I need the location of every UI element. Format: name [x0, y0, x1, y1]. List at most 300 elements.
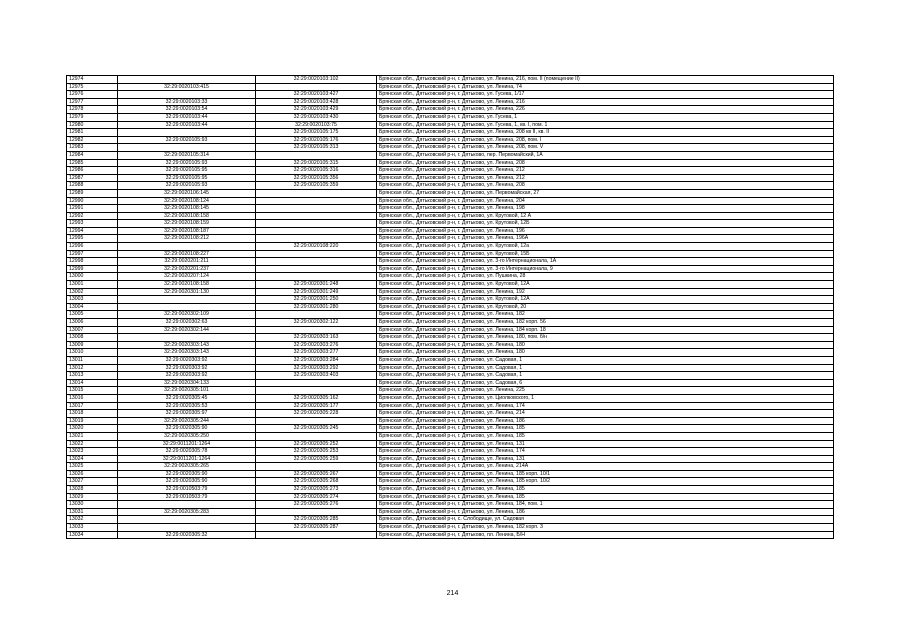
cadastral-number-cell: 32:29:0010503:79: [118, 493, 256, 501]
linked-cadastral-number-cell: [256, 227, 377, 235]
cadastral-number-cell: 32:29:0020105:93: [118, 136, 256, 144]
linked-cadastral-number-cell: 32:29:0020108:220: [256, 243, 377, 251]
linked-cadastral-number-cell: [256, 235, 377, 243]
linked-cadastral-number-cell: [256, 463, 377, 471]
linked-cadastral-number-cell: [256, 250, 377, 258]
cadastral-number-cell: 32:29:0020108:212: [118, 235, 256, 243]
cadastral-number-cell: 32:29:0020303:143: [118, 349, 256, 357]
linked-cadastral-number-cell: 32:29:0020305:252: [256, 440, 377, 448]
table-row: [67, 265, 834, 273]
table-row: [67, 531, 834, 539]
row-number-cell: 13008: [67, 334, 118, 342]
row-number-cell: 13015: [67, 387, 118, 395]
cadastral-number-cell: 32:29:0020108:158: [118, 281, 256, 289]
linked-cadastral-number-cell: 32:29:0020305:274: [256, 493, 377, 501]
address-cell: Брянская обл., Дятьковский р-н, г. Дятьково, ул. Крутовой, 15Б: [377, 250, 834, 258]
row-number-cell: 13017: [67, 402, 118, 410]
address-cell: Брянская обл., Дятьковский р-н, г. Дятьково, пл. Ленина, Б/Н: [377, 531, 834, 539]
table-row: [67, 356, 834, 364]
table-row: [67, 91, 834, 99]
row-number-cell: 13032: [67, 516, 118, 524]
row-number-cell: 13023: [67, 448, 118, 456]
cadastral-number-cell: 32:29:0020303:92: [118, 372, 256, 380]
cadastral-number-cell: 32:29:0010503:79: [118, 486, 256, 494]
cadastral-number-cell: 32:29:0020305:265: [118, 463, 256, 471]
linked-cadastral-number-cell: 32:29:0020303:277: [256, 349, 377, 357]
cadastral-number-cell: 32:29:0020303:92: [118, 356, 256, 364]
row-number-cell: 13021: [67, 432, 118, 440]
row-number-cell: 13024: [67, 455, 118, 463]
cadastral-number-cell: 32:29:0020305:250: [118, 432, 256, 440]
address-cell: Брянская обл., Дятьковский р-н, г. Дятьково, ул. Ленина, 214А: [377, 463, 834, 471]
row-number-cell: 13014: [67, 379, 118, 387]
table-row: [67, 410, 834, 418]
address-cell: Брянская обл., Дятьковский р-н, г. Дятьково, ул. Циолковского, 1: [377, 394, 834, 402]
cadastral-number-cell: 32:29:0020305:90: [118, 470, 256, 478]
row-number-cell: 13009: [67, 341, 118, 349]
linked-cadastral-number-cell: 32:29:0020105:175: [256, 129, 377, 137]
cadastral-number-cell: [118, 516, 256, 524]
row-number-cell: 13022: [67, 440, 118, 448]
cadastral-number-cell: 32:29:0020305:244: [118, 417, 256, 425]
address-cell: Брянская обл., Дятьковский р-н, г. Дятьково, ул. Ленина, 180, пом. б/н: [377, 334, 834, 342]
row-number-cell: 13004: [67, 303, 118, 311]
linked-cadastral-number-cell: 32:29:0020305:228: [256, 410, 377, 418]
linked-cadastral-number-cell: [256, 265, 377, 273]
row-number-cell: 12978: [67, 106, 118, 114]
table-row: [67, 326, 834, 334]
linked-cadastral-number-cell: 32:29:0020302:122: [256, 319, 377, 327]
address-cell: Брянская обл., Дятьковский р-н, г. Дятьково, ул. Ленина, 208: [377, 182, 834, 190]
row-number-cell: 12981: [67, 129, 118, 137]
linked-cadastral-number-cell: [256, 326, 377, 334]
row-number-cell: 13001: [67, 281, 118, 289]
row-number-cell: 12993: [67, 220, 118, 228]
address-cell: Брянская обл., Дятьковский р-н, г. Дятьково, ул. Ленина, 198: [377, 205, 834, 213]
linked-cadastral-number-cell: 32:29:0020303:163: [256, 334, 377, 342]
address-cell: Брянская обл., Дятьковский р-н, г. Дятьково, ул. Ленина, 186: [377, 508, 834, 516]
row-number-cell: 13025: [67, 463, 118, 471]
table-row: [67, 455, 834, 463]
table-row: [67, 349, 834, 357]
address-cell: Брянская обл., Дятьковский р-н, г. Дятьково, ул. Ленина, 185: [377, 493, 834, 501]
cadastral-number-cell: [118, 144, 256, 152]
row-number-cell: 13012: [67, 364, 118, 372]
table-row: [67, 113, 834, 121]
cadastral-number-cell: 32:29:0020305:32: [118, 531, 256, 539]
linked-cadastral-number-cell: 32:29:0020301:248: [256, 281, 377, 289]
address-cell: Брянская обл., Дятьковский р-н, г. Дятьково, пер. Первомайский, 1А: [377, 151, 834, 159]
cadastral-number-cell: 32:29:0020301:130: [118, 288, 256, 296]
cadastral-number-cell: 32:29:0020304:133: [118, 379, 256, 387]
table-row: [67, 281, 834, 289]
row-number-cell: 13029: [67, 493, 118, 501]
address-cell: Брянская обл., Дятьковский р-н, г. Дятьково, ул. Крутовой, 12Б: [377, 220, 834, 228]
cadastral-number-cell: [118, 91, 256, 99]
row-number-cell: 12996: [67, 243, 118, 251]
linked-cadastral-number-cell: 32:29:0020105:359: [256, 182, 377, 190]
linked-cadastral-number-cell: 32:29:0020305:245: [256, 425, 377, 433]
table-row: [67, 227, 834, 235]
cadastral-number-cell: 32:29:0020106:145: [118, 189, 256, 197]
linked-cadastral-number-cell: 32:29:0020103:75: [256, 121, 377, 129]
address-cell: Брянская обл., Дятьковский р-н, г. Дятьково, ул. Ленина, 185: [377, 425, 834, 433]
row-number-cell: 13027: [67, 478, 118, 486]
row-number-cell: 12976: [67, 91, 118, 99]
linked-cadastral-number-cell: 32:29:0020303:276: [256, 341, 377, 349]
linked-cadastral-number-cell: 32:29:0020305:287: [256, 524, 377, 532]
linked-cadastral-number-cell: 32:29:0020105:313: [256, 144, 377, 152]
address-cell: Брянская обл., Дятьковский р-н, г. Дятьково, ул. Ленина, 216: [377, 98, 834, 106]
table-row: [67, 394, 834, 402]
address-cell: Брянская обл., Дятьковский р-н, г. Дятьково, ул. Гусева, 1/17: [377, 91, 834, 99]
table-row: [67, 167, 834, 175]
linked-cadastral-number-cell: 32:29:0020301:280: [256, 303, 377, 311]
cadastral-number-cell: [118, 303, 256, 311]
linked-cadastral-number-cell: 32:29:0020305:273: [256, 486, 377, 494]
address-cell: Брянская обл., Дятьковский р-н, г. Дятьково, ул. Садовая, 1: [377, 372, 834, 380]
table-row: [67, 129, 834, 137]
row-number-cell: 13013: [67, 372, 118, 380]
cadastral-number-cell: 32:29:0020305:283: [118, 508, 256, 516]
cadastral-number-cell: 32:29:0020103:415: [118, 83, 256, 91]
cadastral-number-cell: [118, 524, 256, 532]
linked-cadastral-number-cell: [256, 189, 377, 197]
linked-cadastral-number-cell: 32:29:0020303:284: [256, 356, 377, 364]
cadastral-number-cell: 32:29:0020201:237: [118, 265, 256, 273]
table-row: [67, 144, 834, 152]
linked-cadastral-number-cell: 32:29:0020103:427: [256, 91, 377, 99]
address-cell: Брянская обл., Дятьковский р-н, г. Дятьково, ул. 3-го Интернационала, 9: [377, 265, 834, 273]
cadastral-number-cell: 32:29:0020305:97: [118, 410, 256, 418]
address-cell: Брянская обл., Дятьковский р-н, г. Дятьково, ул. Ленина, 196: [377, 227, 834, 235]
cadastral-number-cell: 32:29:0020103:33: [118, 98, 256, 106]
row-number-cell: 12986: [67, 167, 118, 175]
cadastral-number-cell: 32:29:0020305:90: [118, 425, 256, 433]
address-cell: Брянская обл., Дятьковский р-н, г. Дятьково, ул. Ленина, 180: [377, 349, 834, 357]
cadastral-number-cell: 32:29:0020303:92: [118, 364, 256, 372]
table-row: [67, 524, 834, 532]
row-number-cell: 13034: [67, 531, 118, 539]
row-number-cell: 13000: [67, 273, 118, 281]
address-cell: Брянская обл., Дятьковский р-н, г. Дятьково, ул. Ленина, 204: [377, 197, 834, 205]
cadastral-number-cell: 32:29:0020201:211: [118, 258, 256, 266]
table-row: [67, 243, 834, 251]
address-cell: Брянская обл., Дятьковский р-н, г. Дятьково, ул. Крутовой, 12А: [377, 296, 834, 304]
cadastral-number-cell: 32:29:0020108:227: [118, 250, 256, 258]
address-cell: Брянская обл., Дятьковский р-н, г. Дятьково, ул. Крутовой, 12А: [377, 281, 834, 289]
row-number-cell: 12989: [67, 189, 118, 197]
address-cell: Брянская обл., Дятьковский р-н, г. Дятьково, ул. Ленина, 131: [377, 455, 834, 463]
cadastral-number-cell: 32:29:0020105:95: [118, 174, 256, 182]
linked-cadastral-number-cell: 32:29:0020305:259: [256, 455, 377, 463]
linked-cadastral-number-cell: [256, 220, 377, 228]
address-cell: Брянская обл., Дятьковский р-н, с. Слободище, ул. Садовая: [377, 516, 834, 524]
row-number-cell: 12999: [67, 265, 118, 273]
cadastral-number-cell: [118, 501, 256, 509]
linked-cadastral-number-cell: 32:29:0020305:177: [256, 402, 377, 410]
linked-cadastral-number-cell: 32:29:0020103:428: [256, 98, 377, 106]
row-number-cell: 13028: [67, 486, 118, 494]
address-cell: Брянская обл., Дятьковский р-н, г. Дятьково, ул. Первомайская, 27: [377, 189, 834, 197]
cadastral-number-cell: 32:29:0020105:95: [118, 167, 256, 175]
linked-cadastral-number-cell: [256, 531, 377, 539]
table-row: [67, 379, 834, 387]
table-row: [67, 258, 834, 266]
page-number: 214: [446, 590, 459, 597]
table-row: [67, 220, 834, 228]
table-row: [67, 273, 834, 281]
linked-cadastral-number-cell: [256, 197, 377, 205]
table-row: [67, 83, 834, 91]
cadastral-number-cell: [118, 76, 256, 84]
cadastral-number-cell: 32:29:0020108:187: [118, 227, 256, 235]
address-cell: Брянская обл., Дятьковский р-н, г. Дятьково, ул. Ленина, 212: [377, 174, 834, 182]
row-number-cell: 13006: [67, 319, 118, 327]
row-number-cell: 12977: [67, 98, 118, 106]
linked-cadastral-number-cell: [256, 311, 377, 319]
table-row: [67, 372, 834, 380]
cadastral-number-cell: [118, 296, 256, 304]
linked-cadastral-number-cell: 32:29:0020305:267: [256, 470, 377, 478]
cadastral-number-cell: 32:29:0020302:63: [118, 319, 256, 327]
table-row: [67, 121, 834, 129]
cadastral-number-cell: 32:29:0020305:53: [118, 402, 256, 410]
linked-cadastral-number-cell: [256, 205, 377, 213]
table-row: [67, 417, 834, 425]
row-number-cell: 13010: [67, 349, 118, 357]
address-cell: Брянская обл., Дятьковский р-н, г. Дятьково, ул. Ленина, 182 корп. 3: [377, 524, 834, 532]
table-row: [67, 250, 834, 258]
table-row: [67, 151, 834, 159]
cadastral-number-cell: 32:29:0020103:44: [118, 113, 256, 121]
cadastral-number-cell: 32:29:0020108:159: [118, 220, 256, 228]
address-cell: Брянская обл., Дятьковский р-н, г. Дятьково, ул. Ленина, 185 корп. 10/2: [377, 478, 834, 486]
address-cell: Брянская обл., Дятьковский р-н, г. Дятьково, ул. Ленина, 131: [377, 440, 834, 448]
table-row: [67, 303, 834, 311]
row-number-cell: 12983: [67, 144, 118, 152]
table-row: [67, 311, 834, 319]
table-row: [67, 501, 834, 509]
cadastral-number-cell: 32:29:0020305:45: [118, 394, 256, 402]
row-number-cell: 13031: [67, 508, 118, 516]
address-cell: Брянская обл., Дятьковский р-н, г. Дятьково, ул. Ленина, 208, пом. I: [377, 136, 834, 144]
cadastral-number-cell: 32:29:0020305:101: [118, 387, 256, 395]
cadastral-number-cell: 32:29:0011201:1264: [118, 455, 256, 463]
table-row: [67, 470, 834, 478]
cadastral-number-cell: 32:29:0020105:314: [118, 151, 256, 159]
linked-cadastral-number-cell: [256, 379, 377, 387]
table-row: [67, 493, 834, 501]
address-cell: Брянская обл., Дятьковский р-н, г. Дятьково, ул. Ленина, 208 кв II, кв. II: [377, 129, 834, 137]
row-number-cell: 13018: [67, 410, 118, 418]
linked-cadastral-number-cell: 32:29:0020303:292: [256, 364, 377, 372]
address-cell: Брянская обл., Дятьковский р-н, г. Дятьково, ул. Ленина, 185: [377, 486, 834, 494]
row-number-cell: 13026: [67, 470, 118, 478]
row-number-cell: 12991: [67, 205, 118, 213]
address-cell: Брянская обл., Дятьковский р-н, г. Дятьково, ул. Ленина, 180: [377, 341, 834, 349]
table-row: [67, 334, 834, 342]
linked-cadastral-number-cell: [256, 417, 377, 425]
address-cell: Брянская обл., Дятьковский р-н, г. Дятьково, ул. Ленина, 74: [377, 83, 834, 91]
table-row: [67, 425, 834, 433]
address-cell: Брянская обл., Дятьковский р-н, г. Дятьково, ул. Ленина, 174: [377, 402, 834, 410]
row-number-cell: 13019: [67, 417, 118, 425]
cadastral-number-cell: 32:29:0020305:90: [118, 478, 256, 486]
row-number-cell: 12974: [67, 76, 118, 84]
address-cell: Брянская обл., Дятьковский р-н, г. Дятьково, ул. Ленина, 192: [377, 288, 834, 296]
cadastral-number-cell: 32:29:0020103:54: [118, 106, 256, 114]
linked-cadastral-number-cell: 32:29:0020105:356: [256, 174, 377, 182]
address-cell: Брянская обл., Дятьковский р-н, г. Дятьково, ул. Ленина, 208, пом. V: [377, 144, 834, 152]
address-cell: Брянская обл., Дятьковский р-н, г. Дятьково, ул. Ленина, 226: [377, 106, 834, 114]
linked-cadastral-number-cell: 32:29:0020301:249: [256, 288, 377, 296]
address-cell: Брянская обл., Дятьковский р-н, г. Дятьково, ул. Гусева, 1: [377, 113, 834, 121]
linked-cadastral-number-cell: 32:29:0020103:430: [256, 113, 377, 121]
row-number-cell: 13030: [67, 501, 118, 509]
address-cell: Брянская обл., Дятьковский р-н, г. Дятьково, ул. Крутовой, 12а: [377, 243, 834, 251]
address-cell: Брянская обл., Дятьковский р-н, г. Дятьково, ул. Садовая, 1: [377, 356, 834, 364]
table-row: [67, 136, 834, 144]
linked-cadastral-number-cell: [256, 151, 377, 159]
address-cell: Брянская обл., Дятьковский р-н, г. Дятьково, ул. Ленина, 225: [377, 387, 834, 395]
linked-cadastral-number-cell: 32:29:0020305:162: [256, 394, 377, 402]
table-row: [67, 159, 834, 167]
address-cell: Брянская обл., Дятьковский р-н, г. Дятьково, ул. Ленина, 174: [377, 448, 834, 456]
table-row: [67, 182, 834, 190]
cadastral-number-cell: 32:29:0020105:93: [118, 182, 256, 190]
address-cell: Брянская обл., Дятьковский р-н, г. Дятьково, ул. Ленина, 208: [377, 159, 834, 167]
row-number-cell: 13016: [67, 394, 118, 402]
row-number-cell: 12980: [67, 121, 118, 129]
cadastral-number-cell: 32:29:0020103:44: [118, 121, 256, 129]
row-number-cell: 12994: [67, 227, 118, 235]
linked-cadastral-number-cell: 32:29:0020103:429: [256, 106, 377, 114]
linked-cadastral-number-cell: 32:29:0020103:102: [256, 76, 377, 84]
cadastral-number-cell: 32:29:0020108:158: [118, 212, 256, 220]
table-row: [67, 432, 834, 440]
linked-cadastral-number-cell: 32:29:0020105:315: [256, 159, 377, 167]
table-row: [67, 296, 834, 304]
table-row: [67, 235, 834, 243]
address-cell: Брянская обл., Дятьковский р-н, г. Дятьково, ул. Садовая, 1: [377, 364, 834, 372]
row-number-cell: 12984: [67, 151, 118, 159]
table-row: [67, 205, 834, 213]
cadastral-number-cell: [118, 334, 256, 342]
table-row: [67, 174, 834, 182]
address-cell: Брянская обл., Дятьковский р-н, г. Дятьково, ул. Ленина, 185: [377, 432, 834, 440]
row-number-cell: 13002: [67, 288, 118, 296]
row-number-cell: 12998: [67, 258, 118, 266]
linked-cadastral-number-cell: [256, 273, 377, 281]
cadastral-number-cell: 32:29:0020303:143: [118, 341, 256, 349]
address-cell: Брянская обл., Дятьковский р-н, г. Дятьково, ул. Ленина, 184, пом. 1: [377, 501, 834, 509]
address-cell: Брянская обл., Дятьковский р-н, г. Дятьково, ул. 3-го Интернационала, 1А: [377, 258, 834, 266]
row-number-cell: 13020: [67, 425, 118, 433]
row-number-cell: 12987: [67, 174, 118, 182]
cadastral-number-cell: 32:29:0020108:124: [118, 197, 256, 205]
table-row: [67, 197, 834, 205]
linked-cadastral-number-cell: [256, 387, 377, 395]
address-cell: Брянская обл., Дятьковский р-н, г. Дятьково, ул. Ленина, 216, пом. II (помещение II): [377, 76, 834, 84]
linked-cadastral-number-cell: [256, 83, 377, 91]
row-number-cell: 13007: [67, 326, 118, 334]
table-row: [67, 98, 834, 106]
table-row: [67, 440, 834, 448]
row-number-cell: 12982: [67, 136, 118, 144]
address-cell: Брянская обл., Дятьковский р-н, г. Дятьково, ул. Крутовой, 20: [377, 303, 834, 311]
cadastral-number-cell: 32:29:0020105:93: [118, 159, 256, 167]
row-number-cell: 13005: [67, 311, 118, 319]
table-row: [67, 212, 834, 220]
address-cell: Брянская обл., Дятьковский р-н, г. Дятьково, ул. Ленина, 214: [377, 410, 834, 418]
row-number-cell: 13003: [67, 296, 118, 304]
table-row: [67, 463, 834, 471]
linked-cadastral-number-cell: 32:29:0020305:268: [256, 478, 377, 486]
address-cell: Брянская обл., Дятьковский р-н, г. Дятьково, ул. Ленина, 186: [377, 417, 834, 425]
cadastral-number-cell: [118, 243, 256, 251]
row-number-cell: 12992: [67, 212, 118, 220]
cadastral-number-cell: 32:29:0020305:78: [118, 448, 256, 456]
table-row: [67, 288, 834, 296]
cadastral-number-cell: 32:29:0020108:145: [118, 205, 256, 213]
register-table: [66, 75, 834, 539]
address-cell: Брянская обл., Дятьковский р-н, г. Дятьково, ул. Гусева, 1, кв. I, пом. 1: [377, 121, 834, 129]
table-row: [67, 448, 834, 456]
address-cell: Брянская обл., Дятьковский р-н, г. Дятьково, ул. Ленина, 182 корп. 56: [377, 319, 834, 327]
table-row: [67, 189, 834, 197]
address-cell: Брянская обл., Дятьковский р-н, г. Дятьково, ул. Ленина, 182: [377, 311, 834, 319]
cadastral-number-cell: 32:29:0011201:1264: [118, 440, 256, 448]
cadastral-number-cell: 32:29:0020207:124: [118, 273, 256, 281]
linked-cadastral-number-cell: [256, 258, 377, 266]
table-row: [67, 508, 834, 516]
address-cell: Брянская обл., Дятьковский р-н, г. Дятьково, ул. Садовая, 6: [377, 379, 834, 387]
table-row: [67, 364, 834, 372]
table-row: [67, 106, 834, 114]
row-number-cell: 12975: [67, 83, 118, 91]
linked-cadastral-number-cell: 32:29:0020305:276: [256, 501, 377, 509]
table-row: [67, 516, 834, 524]
address-cell: Брянская обл., Дятьковский р-н, г. Дятьково, ул. Ленина, 212: [377, 167, 834, 175]
linked-cadastral-number-cell: [256, 212, 377, 220]
cadastral-number-cell: 32:29:0020302:109: [118, 311, 256, 319]
row-number-cell: 13011: [67, 356, 118, 364]
register-table-body: [67, 76, 834, 539]
address-cell: Брянская обл., Дятьковский р-н, г. Дятьково, ул. Ленина, 185 корп. 10/1: [377, 470, 834, 478]
row-number-cell: 12979: [67, 113, 118, 121]
cadastral-number-cell: 32:29:0020302:144: [118, 326, 256, 334]
row-number-cell: 13033: [67, 524, 118, 532]
table-row: [67, 76, 834, 84]
table-row: [67, 387, 834, 395]
linked-cadastral-number-cell: 32:29:0020305:253: [256, 448, 377, 456]
row-number-cell: 12990: [67, 197, 118, 205]
linked-cadastral-number-cell: 32:29:0020305:285: [256, 516, 377, 524]
table-row: [67, 319, 834, 327]
row-number-cell: 12988: [67, 182, 118, 190]
table-row: [67, 478, 834, 486]
linked-cadastral-number-cell: 32:29:0020105:176: [256, 136, 377, 144]
linked-cadastral-number-cell: [256, 432, 377, 440]
table-row: [67, 402, 834, 410]
table-row: [67, 486, 834, 494]
linked-cadastral-number-cell: 32:29:0020301:250: [256, 296, 377, 304]
address-cell: Брянская обл., Дятьковский р-н, г. Дятьково, ул. Крутовой, 12 А: [377, 212, 834, 220]
address-cell: Брянская обл., Дятьковский р-н, г. Дятьково, ул. Ленина, 196А: [377, 235, 834, 243]
row-number-cell: 12995: [67, 235, 118, 243]
row-number-cell: 12997: [67, 250, 118, 258]
